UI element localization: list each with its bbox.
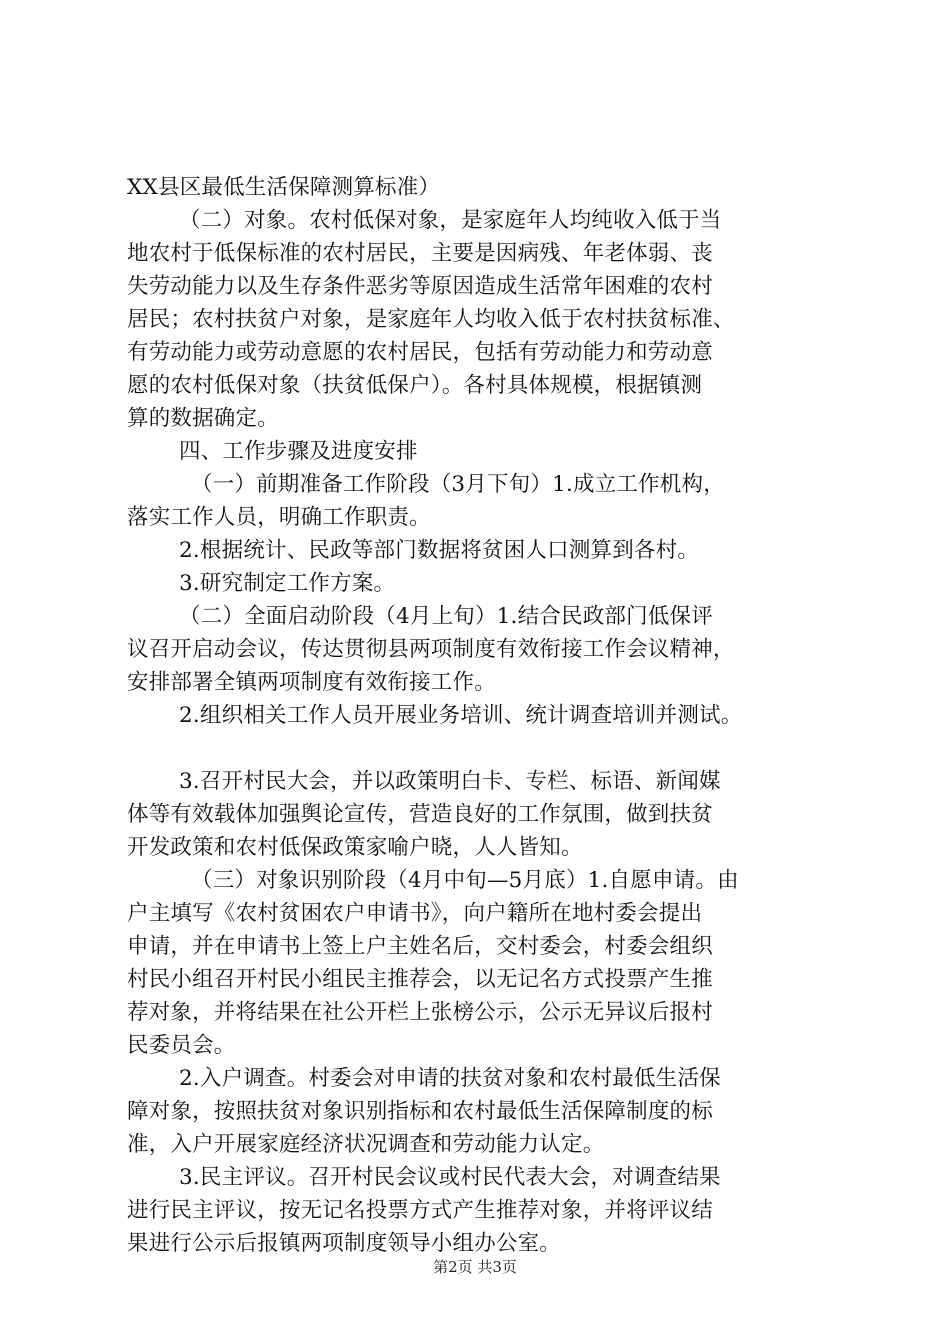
document-body: [127, 171, 827, 1260]
text-line: 失劳动能力以及生存条件恶劣等原因造成生活常年困难的农村: [127, 274, 713, 299]
text-line: 有劳动能力或劳动意愿的农村居民，包括有劳动能力和劳动意: [127, 340, 713, 365]
text-line: 户主填写《农村贫困农户申请书》，向户籍所在地村委会提出: [127, 901, 703, 926]
text-line: 安排部署全镇两项制度有效衔接工作。: [127, 670, 496, 695]
text-line: （一）前期准备工作阶段（3月下旬）1.成立工作机构，: [191, 472, 725, 497]
page-footer: 第2页 共3页: [433, 1258, 517, 1276]
text-line: 障对象，按照扶贫对象识别指标和农村最低生活保障制度的标: [127, 1099, 713, 1124]
text-line: 进行民主评议，按无记名投票方式产生推荐对象，并将评议结: [127, 1198, 713, 1223]
text-line: 果进行公示后报镇两项制度领导小组办公室。: [127, 1231, 562, 1256]
text-line: 3.研究制定工作方案。: [179, 571, 396, 596]
text-line: （三）对象识别阶段（4月中旬—5月底）1.自愿申请。由: [191, 868, 739, 893]
text-line: 2.入户调查。村委会对申请的扶贫对象和农村最低生活保: [179, 1066, 721, 1091]
section-heading: 四、工作步骤及进度安排: [179, 439, 418, 464]
text-line: 愿的农村低保对象（扶贫低保户）。各村具体规模，根据镇测: [127, 373, 703, 398]
text-line: XX县区最低生活保障测算标准）: [127, 175, 441, 200]
text-line: 准，入户开展家庭经济状况调查和劳动能力认定。: [127, 1132, 605, 1157]
text-line: 居民；农村扶贫户对象，是家庭年人均收入低于农村扶贫标准、: [127, 307, 735, 332]
text-line: 3.召开村民大会，并以政策明白卡、专栏、标语、新闻媒: [179, 769, 721, 794]
text-line: 地农村于低保标准的农村居民，主要是因病残、年老体弱、丧: [127, 241, 713, 266]
text-line: 民委员会。: [127, 1033, 236, 1058]
text-line: 村民小组召开村民小组民主推荐会，以无记名方式投票产生推: [127, 967, 713, 992]
text-line: 2.组织相关工作人员开展业务培训、统计调查培训并测试。: [179, 703, 743, 728]
text-line: 3.民主评议。召开村民会议或村民代表大会，对调查结果: [179, 1165, 721, 1190]
text-line: 体等有效载体加强舆论宣传，营造良好的工作氛围，做到扶贫: [127, 802, 713, 827]
text-line: 开发政策和农村低保政策家喻户晓，人人皆知。: [127, 835, 583, 860]
text-line: 2.根据统计、民政等部门数据将贫困人口测算到各村。: [179, 538, 700, 563]
text-line: （二）全面启动阶段（4月上旬）1.结合民政部门低保评: [179, 604, 713, 629]
text-line: 算的数据确定。: [127, 406, 279, 431]
text-line: （二）对象。农村低保对象，是家庭年人均纯收入低于当: [179, 208, 722, 233]
text-line: 落实工作人员，明确工作职责。: [127, 505, 431, 530]
text-line: 申请，并在申请书上签上户主姓名后，交村委会，村委会组织: [127, 934, 713, 959]
text-line: 议召开启动会议，传达贯彻县两项制度有效衔接工作会议精神，: [127, 637, 735, 662]
paragraph-gap: [127, 732, 827, 765]
text-line: 荐对象，并将结果在社公开栏上张榜公示，公示无异议后报村: [127, 1000, 713, 1025]
